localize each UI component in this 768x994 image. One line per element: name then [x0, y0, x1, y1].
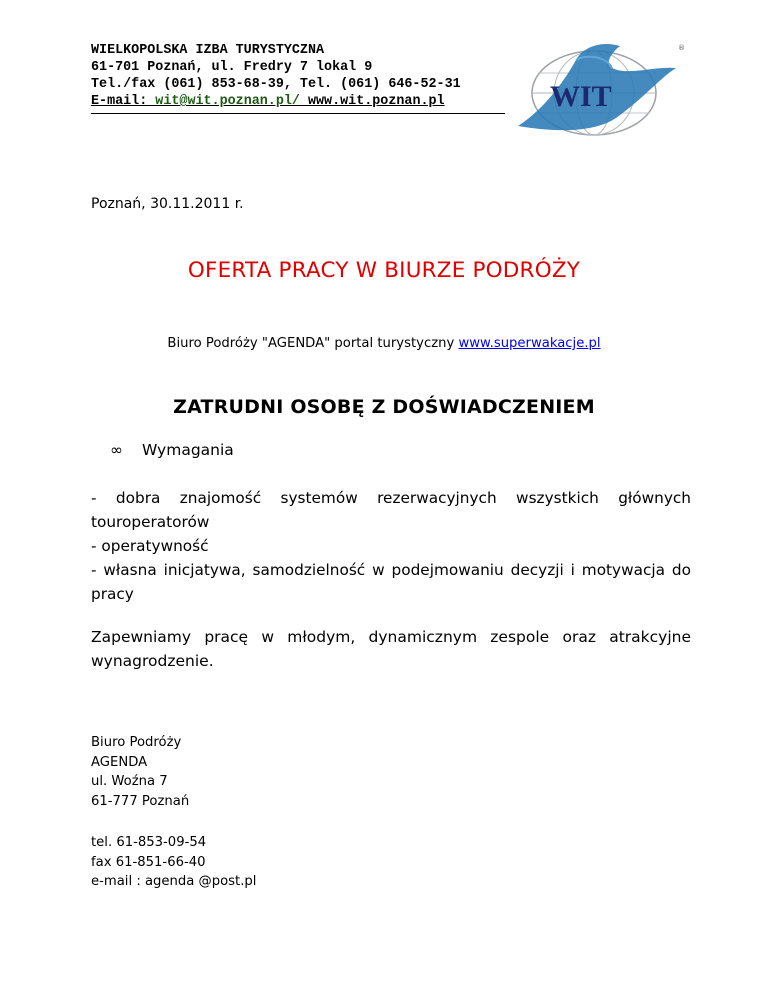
agency-website-link[interactable]: www.superwakacje.pl: [458, 336, 601, 351]
job-subtitle: ZATRUDNI OSOBĘ Z DOŚWIADCZENIEM: [173, 396, 595, 418]
letterhead: [91, 42, 511, 110]
wit-logo: [516, 38, 696, 138]
email-label: E-mail:: [91, 94, 156, 109]
address-line: ul. Woźna 7: [91, 774, 168, 789]
list-item: - własna inicjatywa, samodzielność w podejmowaniu decyzji i motywacja do pracy: [91, 561, 691, 603]
requirements-heading: [110, 441, 234, 459]
list-item: - operatywność: [91, 537, 209, 555]
document-date: Poznań, 30.11.2011 r.: [91, 196, 244, 212]
offer-paragraph: Zapewniamy pracę w młodym, dynamicznym zespole oraz atrakcyjne wynagrodzenie.: [91, 628, 691, 670]
agency-contact: [91, 833, 256, 892]
email-link[interactable]: wit@wit.poznan.pl/: [155, 94, 300, 109]
header-rule: [91, 113, 505, 114]
org-phones: Tel./fax (061) 853-68-39, Tel. (061) 646-52-31: [91, 77, 461, 92]
org-name: WIELKOPOLSKA IZBA TURYSTYCZNA: [91, 43, 325, 58]
address-line: 61-777 Poznań: [91, 793, 190, 809]
contact-tel: tel. 61-853-09-54: [91, 835, 207, 850]
address-line: AGENDA: [91, 754, 148, 770]
requirements-label: Wymagania: [142, 441, 234, 459]
org-contact-line: [91, 93, 511, 110]
agency-text: Biuro Podróży "AGENDA" portal turystyczny: [167, 336, 459, 351]
agency-address: [91, 733, 189, 811]
list-item: - dobra znajomość systemów rezerwacyjnych wszystkich głównych touroperatorów: [91, 489, 691, 531]
infinity-bullet-icon: ∞: [110, 441, 123, 459]
contact-fax: fax 61-851-66-40: [91, 854, 206, 870]
logo-wordmark: WIT: [550, 80, 612, 113]
agency-line: [0, 336, 768, 351]
page-title: OFERTA PRACY W BIURZE PODRÓŻY: [187, 258, 581, 283]
contact-email[interactable]: e-mail : agenda @post.pl: [91, 874, 257, 889]
registered-mark: ®: [678, 44, 685, 52]
address-line: Biuro Podróży: [91, 735, 182, 750]
requirements-list: [91, 486, 691, 606]
website-link[interactable]: www.wit.poznan.pl: [299, 94, 445, 109]
org-address: 61-701 Poznań, ul. Fredry 7 lokal 9: [91, 60, 373, 75]
